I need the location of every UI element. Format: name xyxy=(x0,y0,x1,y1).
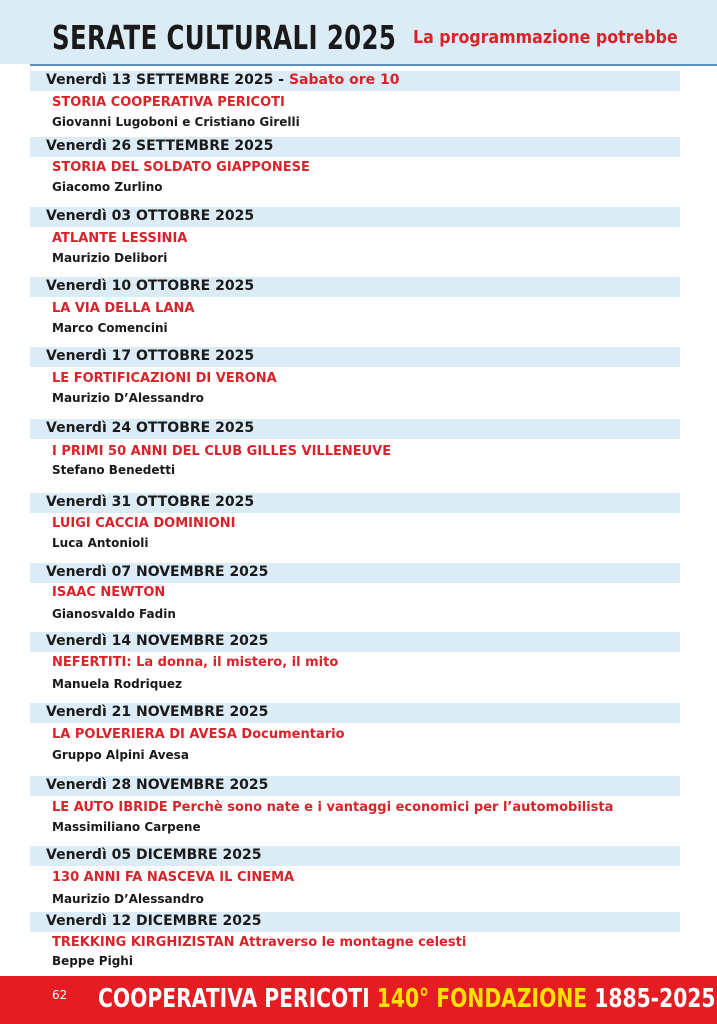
event-item xyxy=(0,71,717,133)
event-speaker: Maurizio Delibori xyxy=(52,251,168,265)
event-date: Venerdì 07 NOVEMBRE 2025 xyxy=(46,564,269,580)
event-date: Venerdì 17 OTTOBRE 2025 xyxy=(46,348,255,364)
footer-text-after: 1885-2025 xyxy=(587,984,716,1014)
event-title: TREKKING KIRGHIZISTAN Attraverso le montagne celesti xyxy=(52,935,467,950)
event-date: Venerdì 26 SETTEMBRE 2025 xyxy=(46,138,274,154)
event-date: Venerdì 03 OTTOBRE 2025 xyxy=(46,208,255,224)
footer-highlight: 140° FONDAZIONE xyxy=(376,984,588,1014)
footer-title xyxy=(98,984,716,1014)
event-speaker: Manuela Rodriquez xyxy=(52,677,183,691)
page-title: SERATE CULTURALI 2025 xyxy=(52,18,397,57)
event-title: ATLANTE LESSINIA xyxy=(52,231,188,246)
event-speaker: Marco Comencini xyxy=(52,321,168,335)
event-title: LA VIA DELLA LANA xyxy=(52,301,195,316)
event-date: Venerdì 05 DICEMBRE 2025 xyxy=(46,847,262,863)
event-speaker: Massimiliano Carpene xyxy=(52,820,201,834)
header-divider xyxy=(30,64,717,66)
event-item xyxy=(0,563,717,625)
event-speaker: Stefano Benedetti xyxy=(52,463,176,477)
event-title: 130 ANNI FA NASCEVA IL CINEMA xyxy=(52,870,295,885)
event-title: LA POLVERIERA DI AVESA Documentario xyxy=(52,727,345,742)
event-date: Venerdì 21 NOVEMBRE 2025 xyxy=(46,704,269,720)
page-number: 62 xyxy=(52,988,68,1002)
footer-text-before: COOPERATIVA PERICOTI xyxy=(98,984,377,1014)
event-item xyxy=(0,632,717,694)
event-item xyxy=(0,493,717,555)
event-item xyxy=(0,846,717,908)
event-speaker: Gruppo Alpini Avesa xyxy=(52,748,189,762)
event-title: LE FORTIFICAZIONI DI VERONA xyxy=(52,371,277,386)
event-date-extra: Sabato ore 10 xyxy=(288,72,400,88)
event-speaker: Luca Antonioli xyxy=(52,536,149,550)
event-date: Venerdì 12 DICEMBRE 2025 xyxy=(46,913,262,929)
event-speaker: Maurizio D’Alessandro xyxy=(52,892,204,906)
event-title: I PRIMI 50 ANNI DEL CLUB GILLES VILLENEUVE xyxy=(52,444,392,459)
event-date: Venerdì 14 NOVEMBRE 2025 xyxy=(46,633,269,649)
event-item xyxy=(0,419,717,481)
event-item xyxy=(0,912,717,974)
event-item xyxy=(0,137,717,199)
event-speaker: Giacomo Zurlino xyxy=(52,180,163,194)
event-speaker: Gianosvaldo Fadin xyxy=(52,607,176,621)
event-title: ISAAC NEWTON xyxy=(52,585,166,600)
event-date: Venerdì 31 OTTOBRE 2025 xyxy=(46,494,255,510)
event-title: STORIA DEL SOLDATO GIAPPONESE xyxy=(52,160,310,175)
event-speaker: Maurizio D’Alessandro xyxy=(52,391,204,405)
event-speaker: Giovanni Lugoboni e Cristiano Girelli xyxy=(52,115,300,129)
event-date: Venerdì 10 OTTOBRE 2025 xyxy=(46,278,255,294)
event-title: STORIA COOPERATIVA PERICOTI xyxy=(52,95,285,110)
event-date-main: Venerdì 13 SETTEMBRE 2025 xyxy=(46,72,274,88)
event-item xyxy=(0,207,717,269)
event-item xyxy=(0,703,717,765)
event-date: Venerdì 28 NOVEMBRE 2025 xyxy=(46,777,269,793)
event-item xyxy=(0,277,717,339)
page-subtitle: La programmazione potrebbe xyxy=(413,27,678,48)
event-date xyxy=(46,72,400,88)
event-title: LUIGI CACCIA DOMINIONI xyxy=(52,516,236,531)
event-title: LE AUTO IBRIDE Perchè sono nate e i vantaggi economici per l’automobilista xyxy=(52,800,614,815)
event-date: Venerdì 24 OTTOBRE 2025 xyxy=(46,420,255,436)
event-title: NEFERTITI: La donna, il mistero, il mito xyxy=(52,655,339,670)
event-date-separator: - xyxy=(273,72,289,88)
event-item xyxy=(0,776,717,838)
event-speaker: Beppe Pighi xyxy=(52,954,133,968)
event-item xyxy=(0,347,717,409)
